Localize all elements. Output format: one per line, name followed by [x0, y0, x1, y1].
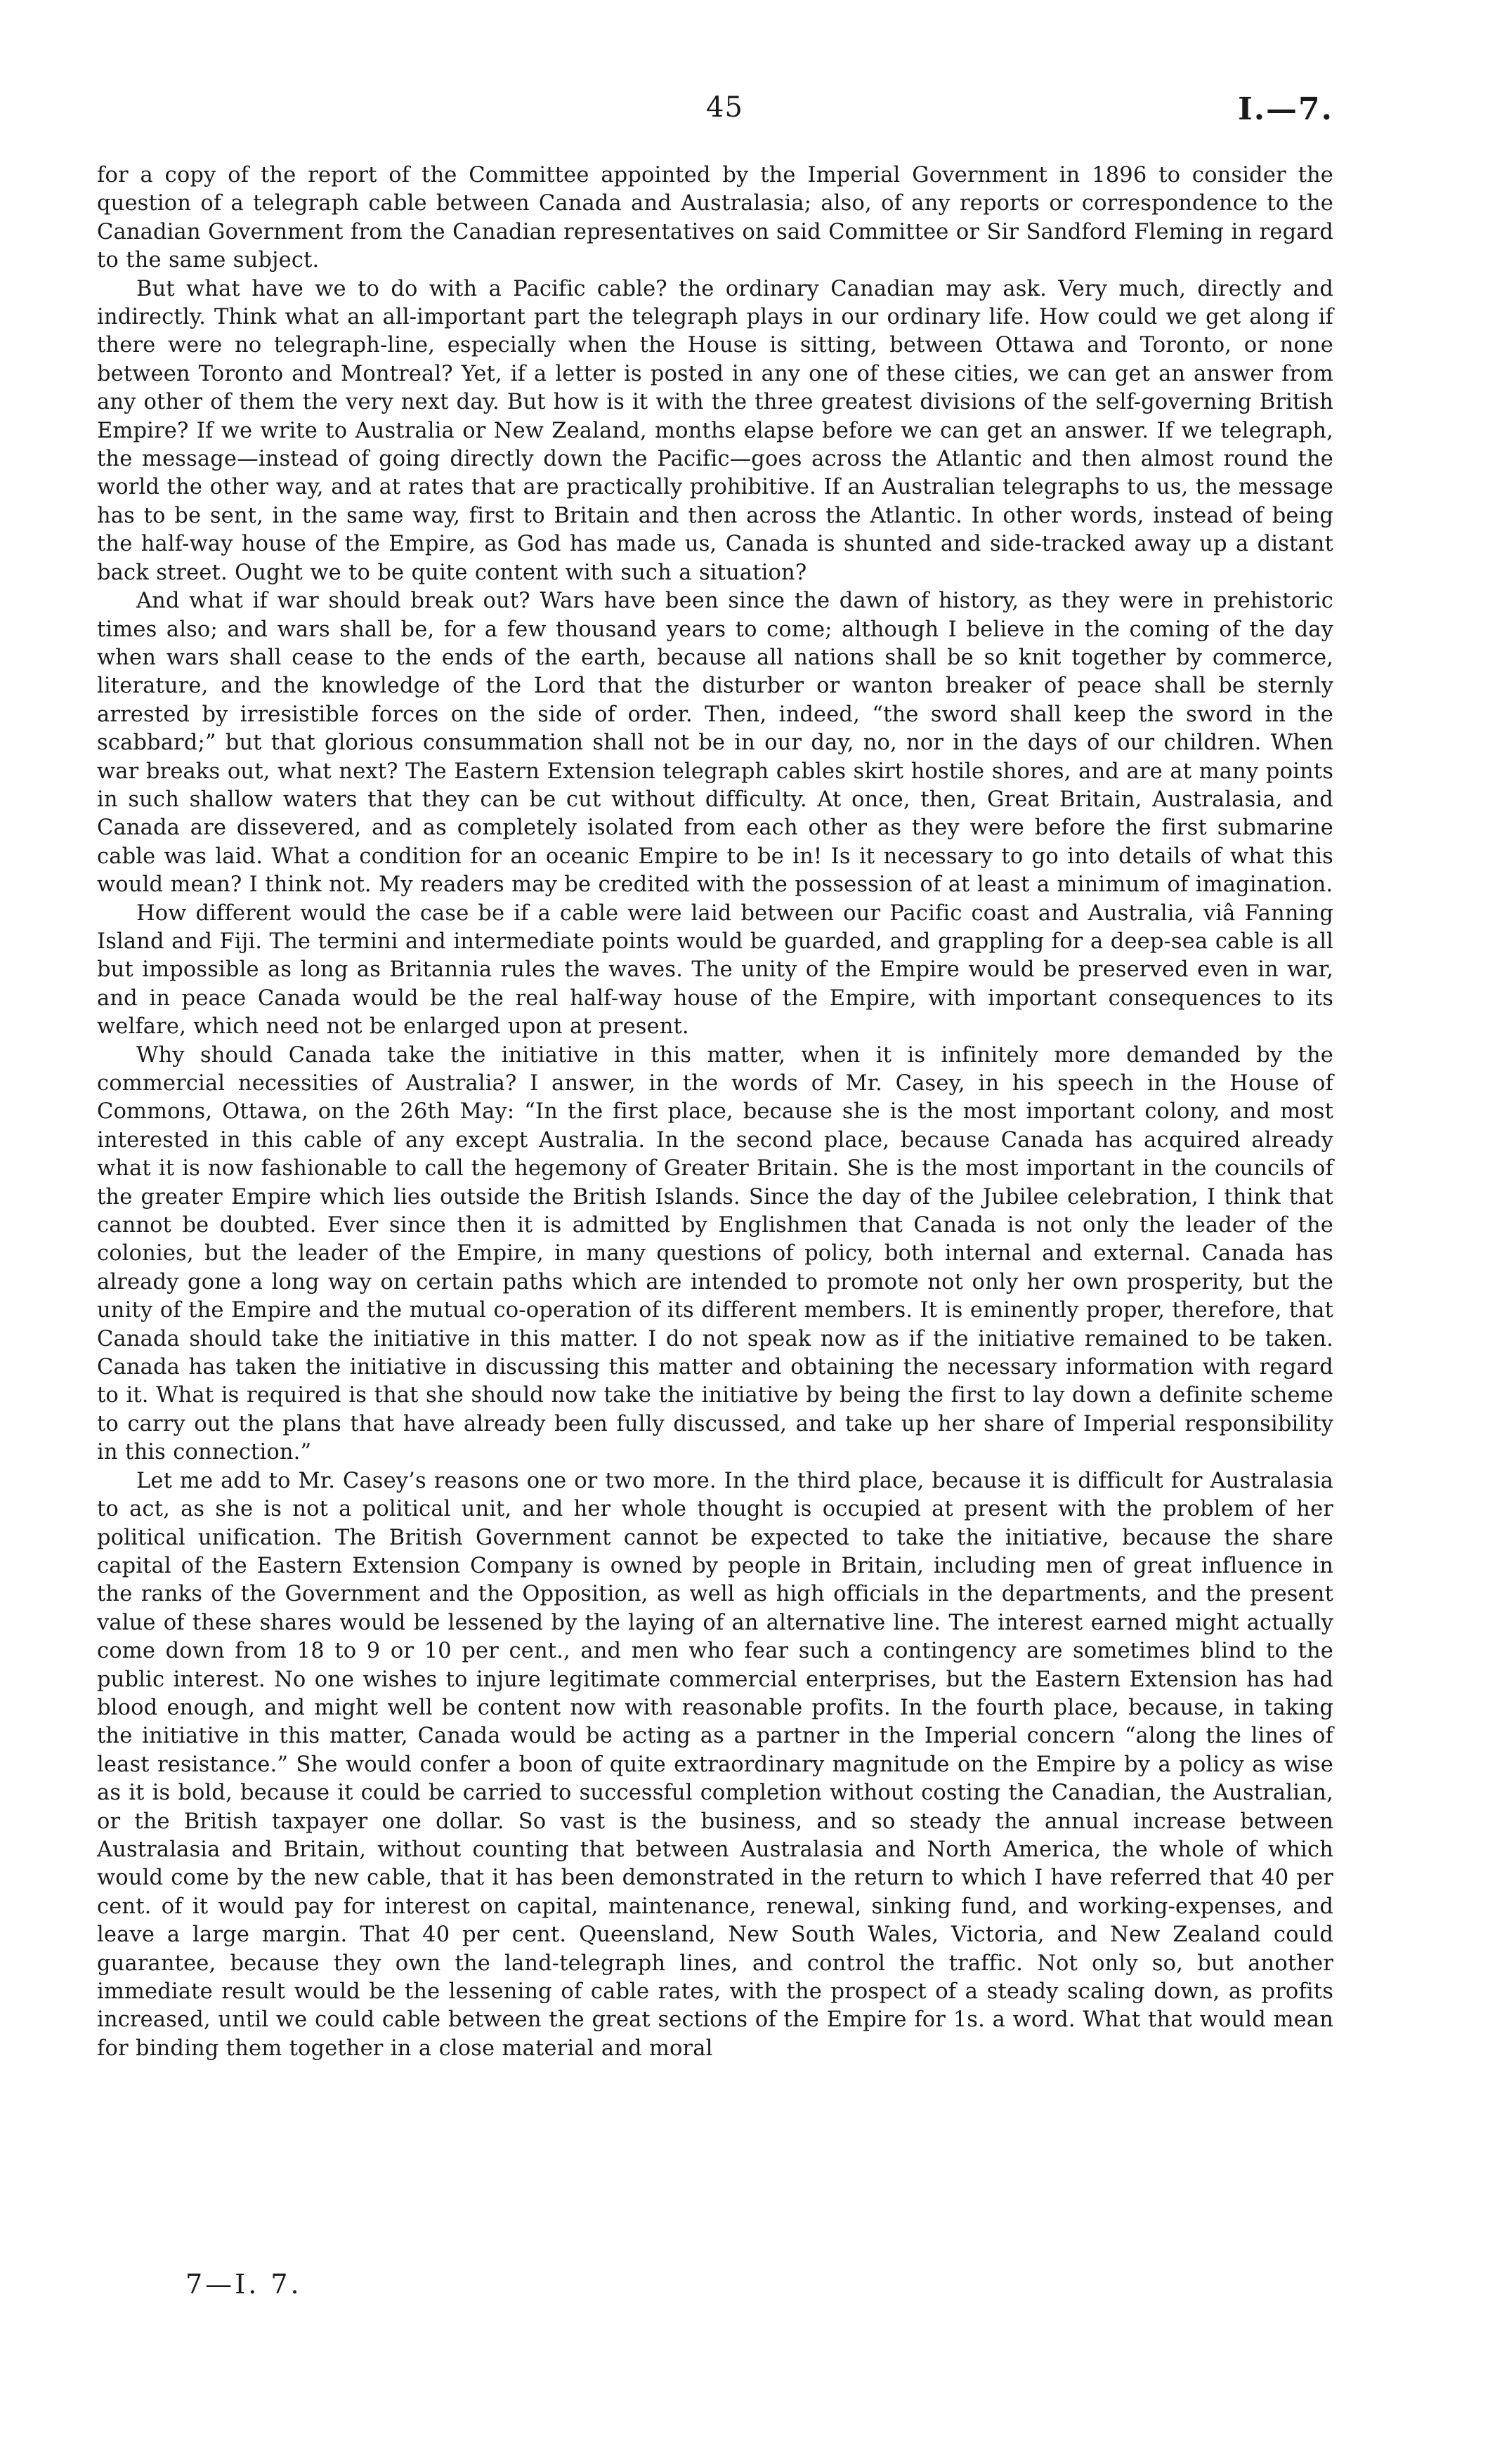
paragraph-3: And what if war should break out? Wars have been since the dawn of history, as they were in prehistoric times also; and wars shall be, for a few thousand years to come; although I believe in the coming of the day when wars shall cease to the ends of the earth, because all nations shall be so knit together by commerce, literature, and the knowledge of the Lord that the disturber or wanton breaker of peace shall be sternly arrested by irresistible forces on the side of order. Then, indeed, “the sword shall keep the sword in the scabbard;” but that glorious consummation shall not be in our day, no, nor in the days of our children. When war breaks out, what next? The Eastern Extension telegraph cables skirt hostile shores, and are at many points in such shallow waters that they can be cut without difficulty. At once, then, Great Britain, Australasia, and Canada are dissevered, and as completely isolated from each other as they were before the first submarine cable was laid. What a condition for an oceanic Empire to be in! Is it necessary to go into details of what this would mean? I think not. My readers may be credited with the possession of at least a minimum of imagination.: [97, 589, 1333, 898]
page-header: [0, 91, 1502, 133]
page-number: 45: [706, 91, 743, 124]
paragraph-2: But what have we to do with a Pacific cable? the ordinary Canadian may ask. Very much, directly and indirectly. Think what an all-important part the telegraph plays in our ordinary life. How could we get along if there were no telegraph-line, especially when the House is sitting, between Ottawa and Toronto, or none between Toronto and Montreal? Yet, if a letter is posted in any one of these cities, we can get an answer from any other of them the very next day. But how is it with the three greatest divisions of the self-governing British Empire? If we write to Australia or New Zealand, months elapse before we can get an answer. If we telegraph, the message—instead of going directly down the Pacific—goes across the Atlantic and then almost round the world the other way, and at rates that are practically prohibitive. If an Australian telegraphs to us, the message has to be sent, in the same way, first to Britain and then across the Atlantic. In other words, instead of being the half-way house of the Empire, as God has made us, Canada is shunted and side-tracked away up a distant back street. Ought we to be quite content with such a situation?: [97, 276, 1333, 585]
paragraph-1: for a copy of the report of the Committee appointed by the Imperial Government in 1896 to consider the question of a telegraph cable between Canada and Australasia; also, of any reports or correspondence to the Canadian Government from the Canadian representatives on said Committee or Sir Sandford Fleming in regard to the same subject.: [97, 163, 1333, 273]
paragraph-4: How different would the case be if a cable were laid between our Pacific coast and Australia, viâ Fanning Island and Fiji. The termini and intermediate points would be guarded, and grappling for a deep-sea cable is all but impossible as long as Britannia rules the waves. The unity of the Empire would be preserved even in war, and in peace Canada would be the real half-way house of the Empire, with important consequences to its welfare, which need not be enlarged upon at present.: [97, 900, 1333, 1040]
paragraph-5: Why should Canada take the initiative in this matter, when it is infinitely more demanded by the commercial necessities of Australia? I answer, in the words of Mr. Casey, in his speech in the House of Commons, Ottawa, on the 26th May: “In the first place, because she is the most important colony, and most interested in this cable of any except Australia. In the second place, because Canada has acquired already what it is now fashionable to call the hegemony of Greater Britain. She is the most important in the councils of the greater Empire which lies outside the British Islands. Since the day of the Jubilee celebration, I think that cannot be doubted. Ever since then it is admitted by Englishmen that Canada is not only the leader of the colonies, but the leader of the Empire, in many questions of policy, both internal and external. Canada has already gone a long way on certain paths which are intended to promote not only her own prosperity, but the unity of the Empire and the mutual co-operation of its different members. It is eminently proper, therefore, that Canada should take the initiative in this matter. I do not speak now as if the initiative remained to be taken. Canada has taken the initiative in discussing this matter and obtaining the necessary information with regard to it. What is required is that she should now take the initiative by being the first to lay down a definite scheme to carry out the plans that have already been fully discussed, and take up her share of Imperial responsibility in this connection.”: [97, 1042, 1333, 1465]
paragraph-6: Let me add to Mr. Casey’s reasons one or two more. In the third place, because it is difficult for Australasia to act, as she is not a political unit, and her whole thought is occupied at present with the problem of her political unification. The British Government cannot be expected to take the initiative, because the share capital of the Eastern Extension Company is owned by people in Britain, including men of great influence in the ranks of the Government and the Opposition, as well as high officials in the departments, and the present value of these shares would be lessened by the laying of an alternative line. The interest earned might actually come down from 18 to 9 or 10 per cent., and men who fear such a contingency are sometimes blind to the public interest. No one wishes to injure legitimate commercial enterprises, but the Eastern Extension has had blood enough, and might well be content now with reasonable profits. In the fourth place, because, in taking the initiative in this matter, Canada would be acting as a partner in the Imperial concern “along the lines of least resistance.” She would confer a boon of quite extraordinary magnitude on the Empire by a policy as wise as it is bold, because it could be carried to successful completion without costing the Canadian, the Australian, or the British taxpayer one dollar. So vast is the business, and so steady the annual increase between Australasia and Britain, without counting that between Australasia and North America, the whole of which would come by the new cable, that it has been demonstrated in the return to which I have referred that 40 per cent. of it would pay for interest on capital, maintenance, renewal, sinking fund, and working-expenses, and leave a large margin. That 40 per cent. Queensland, New South Wales, Victoria, and New Zealand could guarantee, because they own the land-telegraph lines, and control the traffic. Not only so, but another immediate result would be the lessening of cable rates, with the prospect of a steady scaling down, as profits increased, until we could cable between the great sections of the Empire for 1s. a word. What that would mean for binding them together in a close material and moral: [97, 1468, 1333, 2061]
body-text: [97, 162, 1333, 2063]
signature-mark: 7—I. 7.: [185, 2269, 302, 2300]
document-reference: I.—7.: [1238, 91, 1333, 127]
